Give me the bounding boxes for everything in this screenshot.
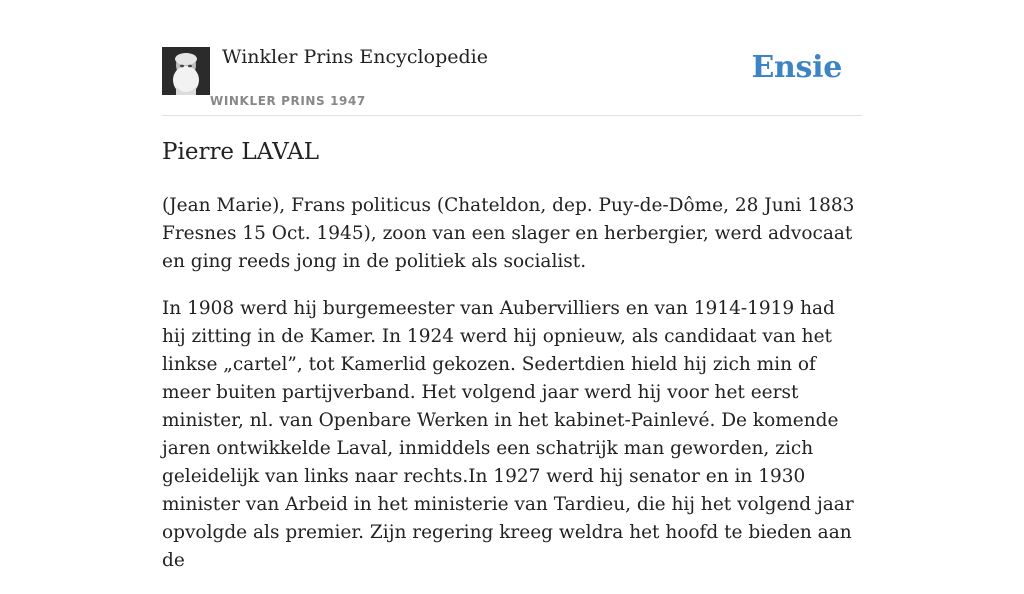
edition-label[interactable]: WINKLER PRINS 1947 [210,94,366,108]
author-avatar[interactable] [162,47,210,95]
site-title[interactable]: Winkler Prins Encyclopedie [222,46,488,68]
bearded-man-portrait-icon [162,47,210,95]
article-body [162,192,862,594]
header-divider [162,115,862,116]
article-paragraph: In 1908 werd hij burgemeester van Aubervilliers en van 1914-1919 had hij zitting in de Kamer. In 1924 werd hij opnieuw, als candidaat van het linkse „cartel”, tot Kamerlid gekozen. Sedertdien hield hij zich min of meer buiten partijverband. Het volgend jaar werd hij voor het eerst minister, nl. van Openbare Werken in het kabinet-Painlevé. De komende jaren ontwikkelde Laval, inmiddels een schatrijk man geworden, zich geleidelijk van links naar rechts.In 1927 werd hij senator en in 1930 minister van Arbeid in het ministerie van Tardieu, die hij het volgend jaar opvolgde als premier. Zijn regering kreeg weldra het hoofd te bieden aan de [162,298,854,571]
ensie-logo[interactable]: Ensie [751,50,842,85]
article-title: Pierre LAVAL [162,139,320,165]
article-paragraph: (Jean Marie), Frans politicus (Chateldon, dep. Puy-de-Dôme, 28 Juni 1883 Fresnes 15 Oct. 1945), zoon van een slager en herbergier, werd advocaat en ging reeds jong in de politiek als socialist. [162,195,855,272]
